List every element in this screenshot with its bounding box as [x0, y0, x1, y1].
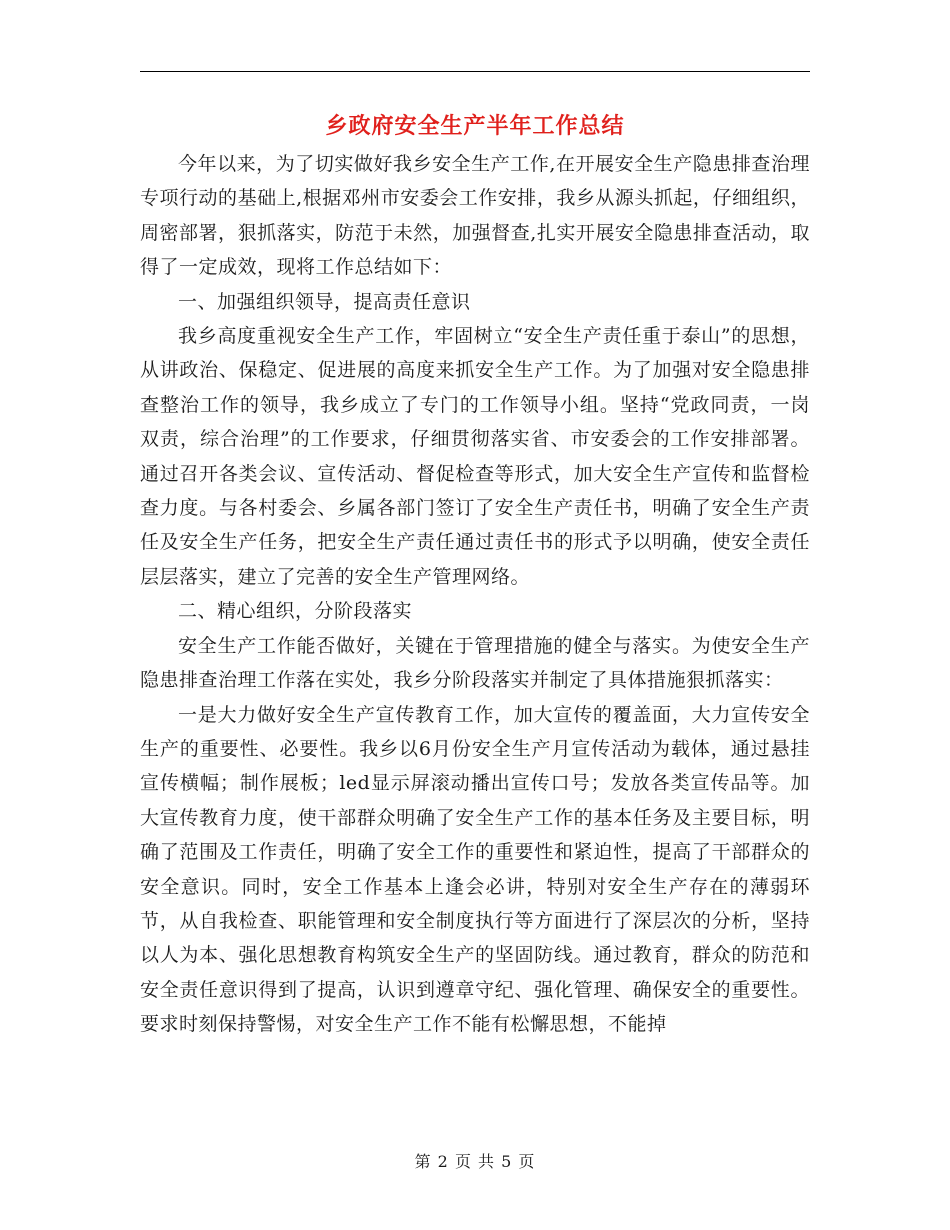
paragraph-section-2-item-1: 一是大力做好安全生产宣传教育工作，加大宣传的覆盖面，大力宣传安全生产的重要性、必要性。我乡以6月份安全生产月宣传活动为载体，通过悬挂宣传横幅；制作展板；led显示屏滚动播出宣传口号；发放各类宣传品等。加大宣传教育力度，使干部群众明确了安全生产工作的基本任务及主要目标，明确了范围及工作责任，明确了安全工作的重要性和紧迫性，提高了干部群众的安全意识。同时，安全工作基本上逢会必讲，特别对安全生产存在的薄弱环节，从自我检查、职能管理和安全制度执行等方面进行了深层次的分析，坚持以人为本、强化思想教育构筑安全生产的坚固防线。通过教育，群众的防范和安全责任意识得到了提高，认识到遵章守纪、强化管理、确保安全的重要性。要求时刻保持警惕，对安全生产工作不能有松懈思想，不能掉 — [140, 703, 810, 1036]
paragraph-intro: 今年以来，为了切实做好我乡安全生产工作,在开展安全生产隐患排查治理专项行动的基础上,根据邓州市安委会工作安排，我乡从源头抓起，仔细组织，周密部署，狠抓落实，防范于未然，加强督查,扎实开展安全隐患排查活动，取得了一定成效，现将工作总结如下： — [140, 153, 810, 279]
paragraph-section-1: 我乡高度重视安全生产工作，牢固树立“安全生产责任重于泰山”的思想，从讲政治、保稳定、促进展的高度来抓安全生产工作。为了加强对安全隐患排查整治工作的领导，我乡成立了专门的工作领导小组。坚持“党政同责，一岗双责，综合治理”的工作要求，仔细贯彻落实省、市安委会的工作安排部署。通过召开各类会议、宣传活动、督促检查等形式，加大安全生产宣传和监督检查力度。与各村委会、乡属各部门签订了安全生产责任书，明确了安全生产责任及安全生产任务，把安全生产责任通过责任书的形式予以明确，使安全责任层层落实，建立了完善的安全生产管理网络。 — [140, 325, 810, 588]
page-number: 第 2 页 共 5 页 — [414, 1152, 536, 1171]
paragraph-section-2-intro: 安全生产工作能否做好，关键在于管理措施的健全与落实。为使安全生产隐患排查治理工作落在实处，我乡分阶段落实并制定了具体措施狠抓落实： — [140, 634, 810, 692]
document-body — [140, 147, 810, 1042]
header-rule — [140, 71, 810, 72]
section-heading-1: 一、加强组织领导，提高责任意识 — [178, 290, 471, 313]
document-title: 乡政府安全生产半年工作总结 — [325, 113, 625, 139]
section-heading-2: 二、精心组织，分阶段落实 — [178, 600, 413, 623]
